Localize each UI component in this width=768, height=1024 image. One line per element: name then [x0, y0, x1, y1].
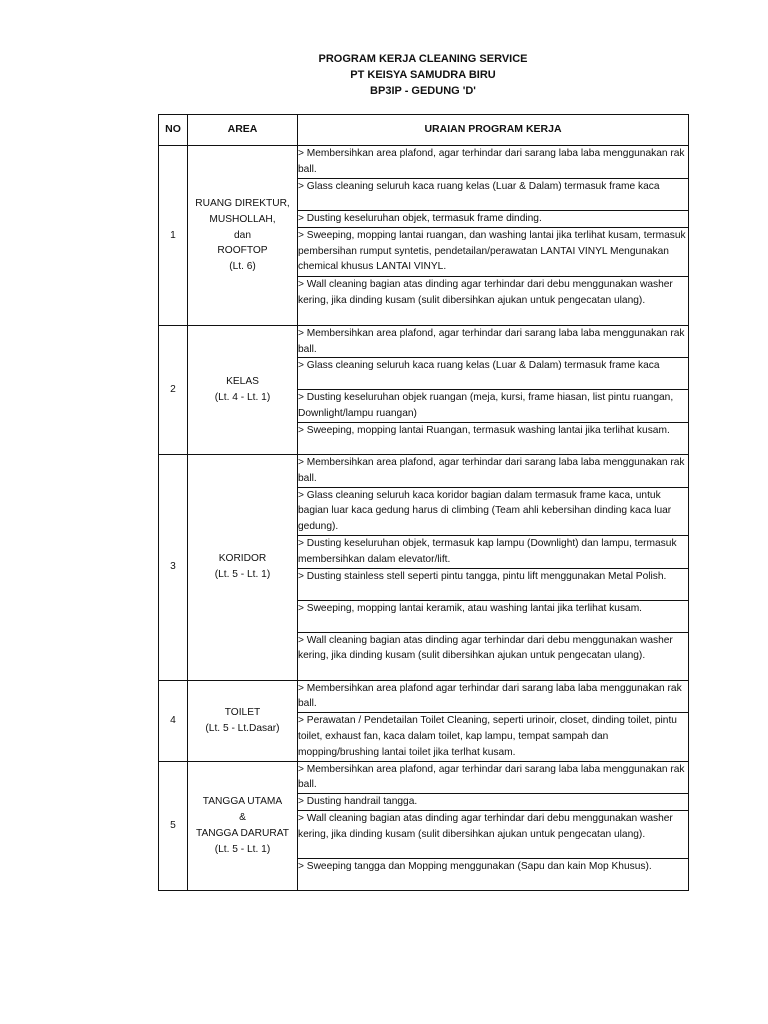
area-cell	[188, 325, 298, 454]
area-cell	[188, 454, 298, 680]
area-line: ROOFTOP	[217, 245, 268, 257]
task-item: > Dusting handrail tangga.	[298, 794, 689, 811]
task-item: > Dusting keseluruhan objek, termasuk frame dinding.	[298, 211, 689, 228]
area-line: TANGGA UTAMA	[202, 796, 283, 808]
header-description: URAIAN PROGRAM KERJA	[298, 115, 689, 146]
table-row	[159, 454, 689, 487]
row-number: 2	[159, 325, 188, 454]
document-title	[0, 51, 768, 99]
table-row	[159, 761, 689, 794]
task-item: > Wall cleaning bagian atas dinding agar terhindar dari debu menggunakan washer kering, jika dinding kusam (sulit dibersihkan ajukan untuk pengecatan ulang).	[298, 276, 689, 325]
task-item: > Perawatan / Pendetailan Toilet Cleaning, seperti urinoir, closet, dinding toilet, pintu toilet, exhaust fan, kaca dalam toilet, kap lampu, tempat sampah dan mopping/brushing lantai toilet jika terlhat kusam.	[298, 713, 689, 761]
task-item: > Membersihkan area plafond, agar terhindar dari sarang laba laba menggunakan rak ball.	[298, 454, 689, 487]
task-item: > Dusting keseluruhan objek, termasuk kap lampu (Downlight) dan lampu, termasuk membersihkan dalam elevator/lift.	[298, 535, 689, 568]
area-line: &	[239, 811, 246, 823]
task-item: > Dusting keseluruhan objek ruangan (meja, kursi, frame hiasan, list pintu ruangan, Downlight/lampu ruangan)	[298, 390, 689, 423]
area-line: RUANG DIREKTUR,	[195, 197, 290, 209]
task-item: > Membersihkan area plafond, agar terhindar dari sarang laba laba menggunakan rak ball.	[298, 761, 689, 794]
task-item: > Membersihkan area plafond, agar terhindar dari sarang laba laba menggunakan rak ball.	[298, 325, 689, 358]
area-line: TOILET	[224, 706, 261, 718]
task-item: > Glass cleaning seluruh kaca koridor bagian dalam termasuk frame kaca, untuk bagian luar kaca gedung harus di climbing (Team ahli kebersihan dinding kaca luar gedung).	[298, 487, 689, 535]
work-program-table	[158, 114, 689, 891]
table-row	[159, 325, 689, 358]
area-cell	[188, 761, 298, 890]
row-number: 5	[159, 761, 188, 890]
task-item: > Membersihkan area plafond, agar terhindar dari sarang laba laba menggunakan rak ball.	[298, 146, 689, 179]
task-item: > Membersihkan area plafond agar terhindar dari sarang laba laba menggunakan rak ball.	[298, 680, 689, 713]
task-item: > Wall cleaning bagian atas dinding agar terhindar dari debu menggunakan washer kering, jika dinding kusam (sulit dibersihkan ajukan untuk pengecatan ulang).	[298, 810, 689, 858]
task-item: > Sweeping tangga dan Mopping menggunakan (Sapu dan kain Mop Khusus).	[298, 858, 689, 890]
row-number: 3	[159, 454, 188, 680]
table-row	[159, 146, 689, 179]
area-cell	[188, 680, 298, 761]
table-row	[159, 680, 689, 713]
row-number: 1	[159, 146, 188, 326]
task-item: > Dusting stainless stell seperti pintu tangga, pintu lift menggunakan Metal Polish.	[298, 568, 689, 600]
task-item: > Glass cleaning seluruh kaca ruang kelas (Luar & Dalam) termasuk frame kaca	[298, 179, 689, 211]
header-area: AREA	[188, 115, 298, 146]
title-line-2: PT KEISYA SAMUDRA BIRU	[350, 69, 496, 81]
task-item: > Sweeping, mopping lantai Ruangan, termasuk washing lantai jika terlihat kusam.	[298, 422, 689, 454]
area-line: (Lt. 5 - Lt.Dasar)	[205, 722, 280, 734]
task-item: > Sweeping, mopping lantai keramik, atau washing lantai jika terlihat kusam.	[298, 600, 689, 632]
task-item: > Glass cleaning seluruh kaca ruang kelas (Luar & Dalam) termasuk frame kaca	[298, 358, 689, 390]
table-header-row	[159, 115, 689, 146]
area-line: (Lt. 4 - Lt. 1)	[214, 391, 271, 403]
task-item: > Sweeping, mopping lantai ruangan, dan washing lantai jika terlihat kusam, termasuk pembersihan rumput syntetis, pendetailan/perawatan LANTAI VINYL Mengunakan chemical khusus LANTAI VINYL.	[298, 227, 689, 276]
area-line: (Lt. 6)	[229, 261, 256, 273]
area-line: (Lt. 5 - Lt. 1)	[214, 843, 271, 855]
area-line: (Lt. 5 - Lt. 1)	[214, 569, 271, 581]
area-line: KELAS	[226, 376, 259, 388]
area-line: KORIDOR	[218, 553, 267, 565]
area-line: MUSHOLLAH,	[209, 213, 276, 225]
area-line: TANGGA DARURAT	[195, 827, 289, 839]
title-line-1: PROGRAM KERJA CLEANING SERVICE	[318, 53, 528, 65]
task-item: > Wall cleaning bagian atas dinding agar terhindar dari debu menggunakan washer kering, jika dinding kusam (sulit dibersihkan ajukan untuk pengecatan ulang).	[298, 632, 689, 680]
area-line: dan	[234, 229, 251, 241]
title-line-3: BP3IP - GEDUNG 'D'	[370, 85, 476, 97]
area-cell	[188, 146, 298, 326]
header-no: NO	[159, 115, 188, 146]
row-number: 4	[159, 680, 188, 761]
